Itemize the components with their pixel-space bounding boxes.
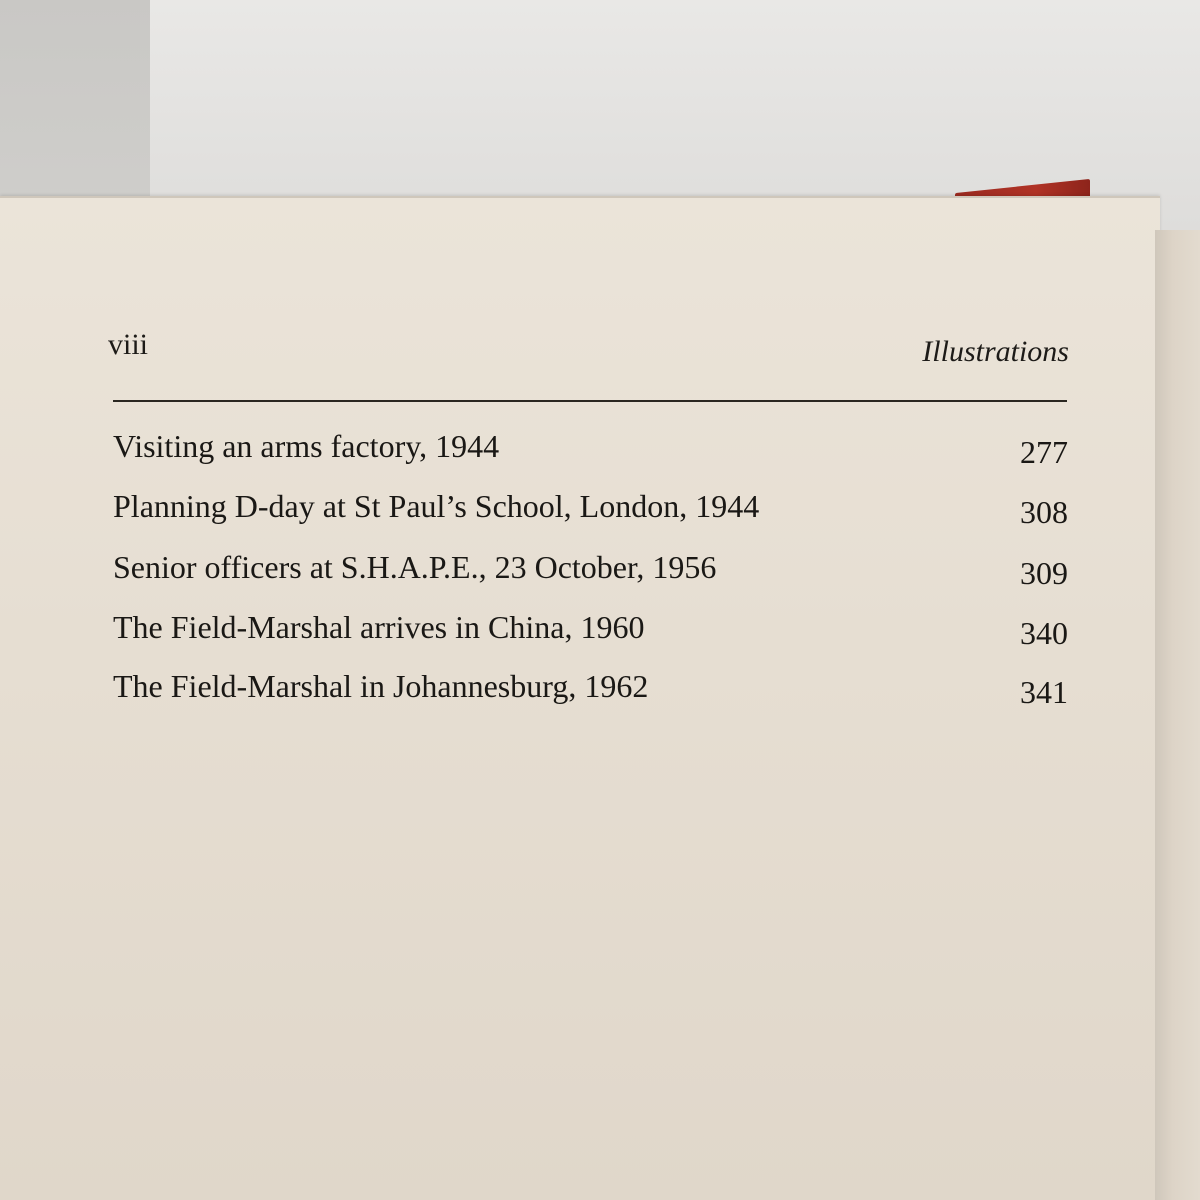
running-head: Illustrations (922, 335, 1069, 368)
background-left (0, 0, 150, 215)
entry-caption: Visiting an arms factory, 1944 (113, 428, 500, 464)
facing-page-edge (1155, 230, 1200, 1200)
list-item (113, 428, 1068, 472)
list-item (113, 488, 1068, 532)
entry-page-number: 277 (1020, 434, 1068, 470)
list-item (113, 549, 1068, 593)
page-folio: viii (108, 328, 149, 361)
entry-caption: The Field-Marshal arrives in China, 1960 (113, 609, 645, 645)
entry-caption: Senior officers at S.H.A.P.E., 23 October, 1956 (113, 549, 717, 585)
entry-page-number: 340 (1020, 615, 1068, 651)
entry-caption: The Field-Marshal in Johannesburg, 1962 (113, 668, 649, 704)
entry-page-number: 341 (1020, 674, 1068, 710)
list-item (113, 668, 1068, 712)
list-item (113, 609, 1068, 653)
entry-page-number: 309 (1020, 555, 1068, 591)
header-rule (113, 400, 1067, 402)
entry-caption: Planning D-day at St Paul’s School, London, 1944 (113, 488, 760, 524)
entry-page-number: 308 (1020, 494, 1068, 530)
